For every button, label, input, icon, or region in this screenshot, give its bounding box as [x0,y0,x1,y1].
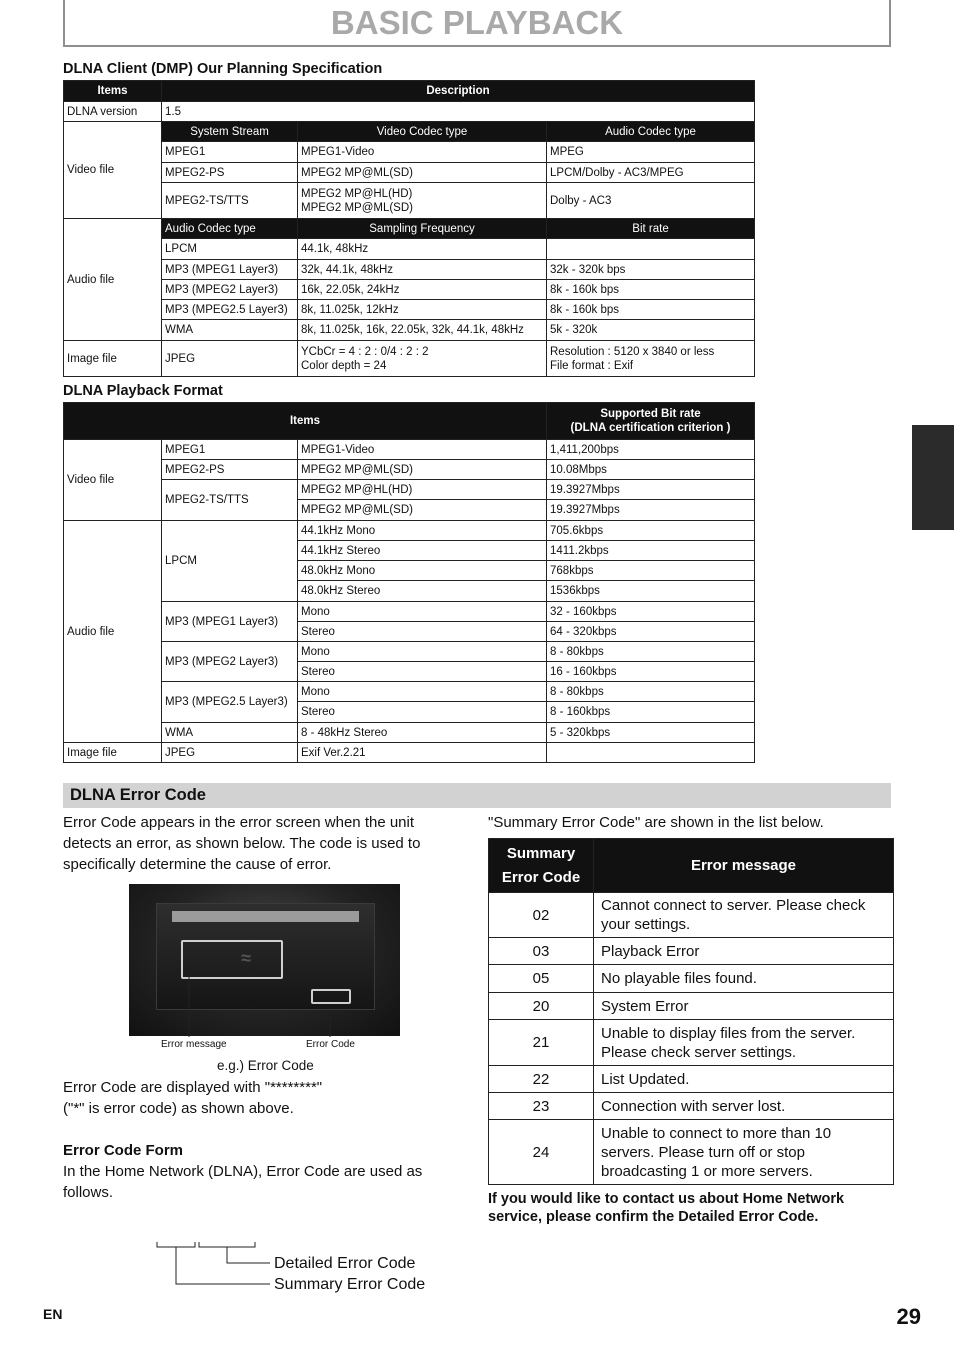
cell: Stereo [298,702,547,723]
summary-code-bracket [157,1242,195,1247]
error-code-cell: 20 [489,993,594,1020]
cell: 32k, 44.1k, 48kHz [298,260,547,280]
header-summary-code [489,839,594,893]
cell: 16 - 160kbps [547,662,755,682]
cell: MPEG1-Video [298,440,547,460]
cell: 8 - 80kbps [547,682,755,702]
header-bitrate [547,403,755,440]
label-error-code: Error Code [306,1039,355,1050]
cell: 10.08Mbps [547,460,755,480]
table-row [64,460,755,480]
cell: JPEG [162,341,298,377]
detailed-code-label: Detailed Error Code [274,1255,416,1272]
cell: Stereo [298,662,547,682]
table-row [64,440,755,460]
cell: 48.0kHz Stereo [298,581,547,602]
page-title: BASIC PLAYBACK [330,4,624,41]
display-note-line1: Error Code are displayed with "********" [63,1079,323,1096]
table-row [489,839,894,893]
cell: MPEG2-TS/TTS [162,480,298,521]
cell: LPCM [162,239,298,260]
error-code-cell: 21 [489,1020,594,1066]
cell: 5k - 320k [547,320,755,341]
summary-code-label: Summary Error Code [274,1276,426,1293]
cell: 705.6kbps [547,521,755,541]
table-row [489,938,894,965]
cell [298,341,547,377]
detailed-pointer-line [227,1247,270,1263]
table-row [489,1066,894,1093]
form-heading: Error Code Form [63,1142,184,1159]
error-code-cell: 05 [489,965,594,993]
section-tab-marker [912,425,954,530]
cell: Mono [298,602,547,622]
table-row [64,260,755,280]
cell: 1,411,200bps [547,440,755,460]
cell: MPEG2-PS [162,460,298,480]
header-line: (DLNA certification criterion ) [570,422,731,434]
cell: 19.3927Mbps [547,500,755,521]
cell: 32 - 160kbps [547,602,755,622]
header-items: Items [64,403,547,440]
cell: 5 - 320kbps [547,723,755,743]
error-message-cell: Connection with server lost. [594,1093,894,1120]
cell [547,341,755,377]
cell: MPEG1 [162,440,298,460]
label-error-message: Error message [161,1039,227,1050]
cell: WMA [162,723,298,743]
spec-heading: DLNA Client (DMP) Our Planning Specification [63,61,383,77]
header-error-message: Error message [594,839,894,893]
cell-line: MPEG2 MP@HL(HD) [301,187,413,200]
cell: 19.3927Mbps [547,480,755,500]
cell: 8 - 160kbps [547,702,755,723]
form-text: In the Home Network (DLNA), Error Code are used as follows. [63,1163,423,1201]
table-row [64,280,755,300]
detailed-code-bracket [199,1242,255,1247]
error-code-cell: 02 [489,893,594,938]
row-label: Video file [64,440,162,521]
table-row [489,1020,894,1066]
cell: Exif Ver.2.21 [298,743,547,763]
language-label: EN [43,1306,63,1322]
cell: Mono [298,642,547,662]
cell: 768kbps [547,561,755,581]
error-section-heading: DLNA Error Code [70,786,206,804]
table-row [64,183,755,219]
display-note-line2: ("*" is error code) as shown above. [63,1100,294,1117]
row-label: Audio file [64,219,162,341]
cell: JPEG [162,743,298,763]
page-number: 29 [896,1304,921,1329]
error-code-cell: 24 [489,1120,594,1185]
header-line: Summary [506,844,576,862]
cell: MPEG2 MP@HL(HD) [298,480,547,500]
error-code-cell: 23 [489,1093,594,1120]
list-intro: "Summary Error Code" are shown in the list below. [488,814,824,831]
cell: MPEG2-PS [162,163,298,183]
subheader: System Stream [162,122,298,142]
error-message-cell: No playable files found. [594,965,894,993]
table-row [64,163,755,183]
header-line: Error Code [501,868,581,886]
cell: MPEG1-Video [298,142,547,163]
cell-line: Resolution : 5120 x 3840 or less [550,345,715,358]
cell: 16k, 22.05k, 24kHz [298,280,547,300]
header-items: Items [64,81,162,102]
cell: 8k - 160k bps [547,280,755,300]
cell-line: YCbCr = 4 : 2 : 0/4 : 2 : 2 [301,345,429,358]
cell: MP3 (MPEG1 Layer3) [162,602,298,642]
error-code-table [488,838,894,1185]
cell: Mono [298,682,547,702]
cell: MP3 (MPEG2.5 Layer3) [162,300,298,320]
cell: WMA [162,320,298,341]
dialog-title-bar [172,911,359,922]
format-table [63,402,755,763]
error-code-cell: 22 [489,1066,594,1093]
error-message-box [181,940,283,979]
cell: MPEG2-TS/TTS [162,183,298,219]
table-row [64,403,755,440]
format-heading: DLNA Playback Format [63,383,223,399]
cell: 32k - 320k bps [547,260,755,280]
table-row [489,965,894,993]
example-caption: e.g.) Error Code [217,1058,314,1073]
cell [547,239,755,260]
cell [547,743,755,763]
row-label: Image file [64,341,162,377]
disc-logo-icon: ≈ [241,948,251,968]
cell: MP3 (MPEG2 Layer3) [162,280,298,300]
cell: 48.0kHz Mono [298,561,547,581]
table-row [489,1093,894,1120]
error-message-cell: System Error [594,993,894,1020]
spec-table [63,80,755,377]
cell: 1.5 [162,102,755,122]
error-message-cell: Unable to display files from the server. Please check server settings. [594,1020,894,1066]
cell: 1411.2kbps [547,541,755,561]
table-row [64,219,755,239]
cell: MPEG1 [162,142,298,163]
callout-lines [120,975,420,1045]
subheader: Sampling Frequency [298,219,547,239]
table-row [64,102,755,122]
cell-line: Color depth = 24 [301,359,387,372]
header-description: Description [162,81,755,102]
error-code-cell: 03 [489,938,594,965]
cell: MPEG2 MP@ML(SD) [298,500,547,521]
cell: 8 - 48kHz Stereo [298,723,547,743]
cell [298,183,547,219]
table-row [64,239,755,260]
cell: MP3 (MPEG1 Layer3) [162,260,298,280]
table-row [64,480,755,500]
cell-line: File format : Exif [550,359,634,372]
subheader: Audio Codec type [547,122,755,142]
cell: LPCM/Dolby - AC3/MPEG [547,163,755,183]
cell: MPEG2 MP@ML(SD) [298,163,547,183]
error-message-cell: Playback Error [594,938,894,965]
subheader: Audio Codec type [162,219,298,239]
table-row [64,682,755,702]
table-row [64,723,755,743]
subheader: Bit rate [547,219,755,239]
table-row [489,1120,894,1185]
cell: MPEG [547,142,755,163]
cell-line: MPEG2 MP@ML(SD) [301,201,413,214]
cell: MP3 (MPEG2 Layer3) [162,642,298,682]
error-message-cell: Cannot connect to server. Please check your settings. [594,893,894,938]
code-form-diagram [150,1238,270,1288]
cell: 8k, 11.025k, 16k, 22.05k, 32k, 44.1k, 48kHz [298,320,547,341]
table-row [489,893,894,938]
cell: Stereo [298,622,547,642]
table-row [64,81,755,102]
table-row [64,602,755,622]
cell: Dolby - AC3 [547,183,755,219]
page-title-box [63,0,891,47]
table-row [64,341,755,377]
cell: MP3 (MPEG2.5 Layer3) [162,682,298,723]
cell: LPCM [162,521,298,602]
cell: 64 - 320kbps [547,622,755,642]
row-label: Image file [64,743,162,763]
row-label: Audio file [64,521,162,743]
cell: MPEG2 MP@ML(SD) [298,460,547,480]
table-row [64,521,755,541]
table-row [64,743,755,763]
row-label: DLNA version [64,102,162,122]
cell: 44.1kHz Stereo [298,541,547,561]
cell: 44.1k, 48kHz [298,239,547,260]
table-row [64,142,755,163]
header-line: Supported Bit rate [600,408,701,420]
error-message-cell: List Updated. [594,1066,894,1093]
contact-note: If you would like to contact us about Home Network service, please confirm the Detailed Error Code. [488,1191,845,1225]
cell: 8k, 11.025k, 12kHz [298,300,547,320]
cell: 8 - 80kbps [547,642,755,662]
cell: 1536kbps [547,581,755,602]
table-row [64,122,755,142]
error-section-bar [63,783,891,808]
summary-pointer-line [176,1247,270,1284]
table-row [489,993,894,1020]
row-label: Video file [64,122,162,219]
table-row [64,300,755,320]
error-intro: Error Code appears in the error screen when the unit detects an error, as shown below. The code is used to specifically determine the cause of error. [63,814,421,873]
cell: 8k - 160k bps [547,300,755,320]
cell: 44.1kHz Mono [298,521,547,541]
subheader: Video Codec type [298,122,547,142]
error-message-cell: Unable to connect to more than 10 servers. Please turn off or stop broadcasting 1 or more servers. [594,1120,894,1185]
table-row [64,320,755,341]
table-row [64,642,755,662]
